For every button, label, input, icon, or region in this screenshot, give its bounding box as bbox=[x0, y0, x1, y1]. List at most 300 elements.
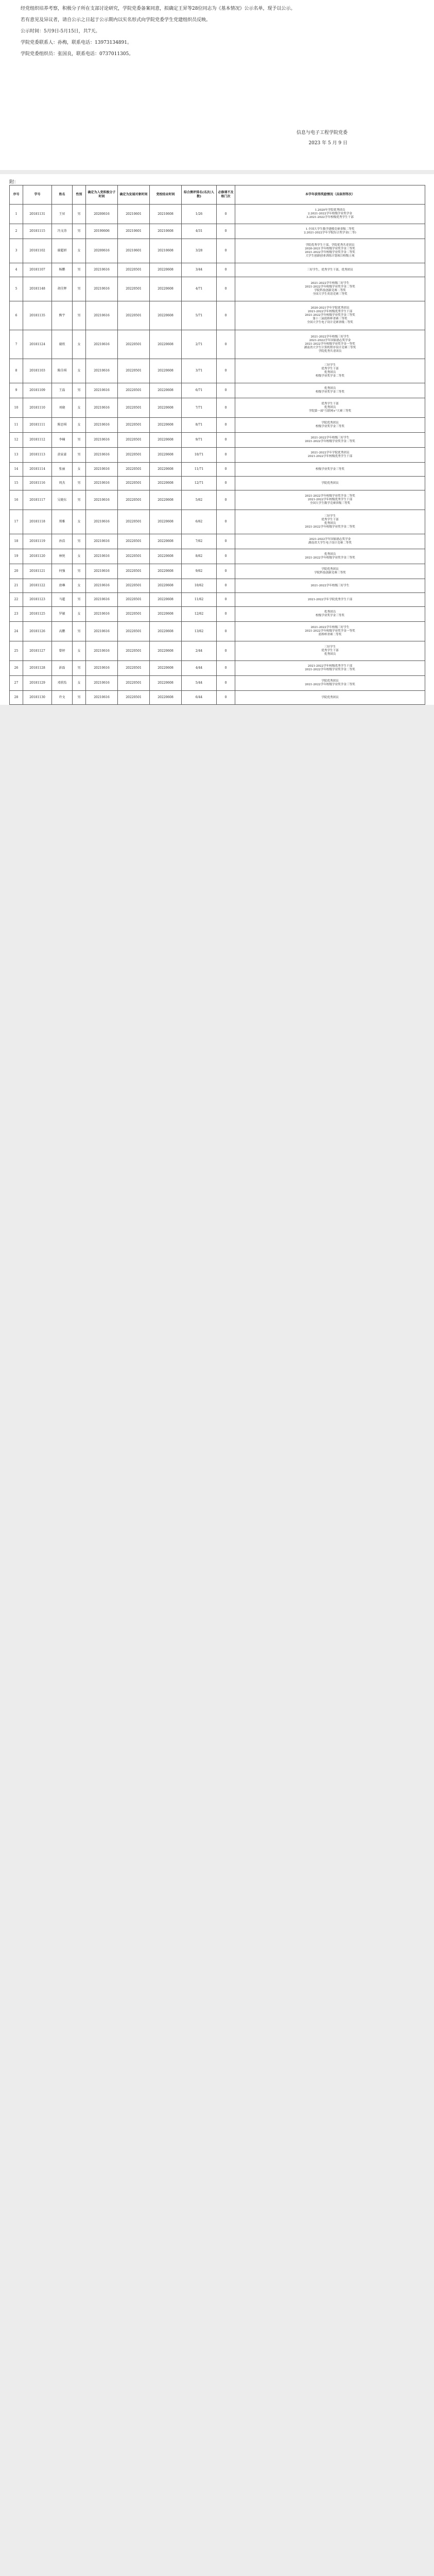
cell-sex: 男 bbox=[73, 661, 86, 676]
cell-school-date: 20220608 bbox=[150, 661, 182, 676]
cell-school-date: 20220608 bbox=[150, 607, 182, 622]
cell-activist-date: 20210616 bbox=[86, 661, 118, 676]
header-no: 序号 bbox=[10, 185, 23, 205]
cell-name: 谢超妍 bbox=[52, 239, 73, 263]
cell-sex: 女 bbox=[73, 641, 86, 661]
cell-sex: 女 bbox=[73, 463, 86, 477]
cell-honor: 2021-2022学年学院优秀团员 2021-2022学年校级优秀学生干部 bbox=[235, 448, 425, 463]
cell-rank bbox=[182, 301, 217, 330]
rank-total: 62 bbox=[199, 629, 204, 633]
rank-separator: / bbox=[197, 649, 199, 653]
rank-total: 62 bbox=[198, 569, 203, 573]
cell-fail: 0 bbox=[217, 224, 235, 239]
cell-fail: 0 bbox=[217, 301, 235, 330]
cell-name: 孙浩 bbox=[52, 534, 73, 549]
cell-activist-date: 20210616 bbox=[86, 564, 118, 579]
cell-id: 20181126 bbox=[23, 622, 52, 641]
cell-no: 17 bbox=[10, 510, 23, 534]
intro-paragraph: 学院党委组织员：张国良，联系电话：0737011305。 bbox=[21, 52, 134, 57]
cell-id: 20181119 bbox=[23, 534, 52, 549]
rank-value: 5 bbox=[195, 681, 198, 685]
table-row bbox=[10, 676, 425, 691]
cell-sex: 女 bbox=[73, 510, 86, 534]
cell-honor: 学院优秀团员 校级学业奖学金三等奖 bbox=[235, 418, 425, 433]
table-row bbox=[10, 448, 425, 463]
cell-fail: 0 bbox=[217, 534, 235, 549]
cell-id: 20181112 bbox=[23, 433, 52, 448]
cell-candidate-date: 20220501 bbox=[118, 579, 150, 593]
cell-id: 20181123 bbox=[23, 593, 52, 607]
cell-rank bbox=[182, 641, 217, 661]
cell-candidate-date: 20220501 bbox=[118, 301, 150, 330]
cell-school-date: 20220608 bbox=[150, 676, 182, 691]
cell-activist-date: 20200616 bbox=[86, 205, 118, 224]
cell-rank bbox=[182, 224, 217, 239]
cell-name: 黄家豪 bbox=[52, 448, 73, 463]
cell-id: 20181103 bbox=[23, 359, 52, 383]
cell-rank bbox=[182, 448, 217, 463]
rank-total: 71 bbox=[198, 438, 203, 442]
rank-separator: / bbox=[197, 287, 199, 291]
table-row bbox=[10, 593, 425, 607]
cell-no: 1 bbox=[10, 205, 23, 224]
cell-activist-date: 20210616 bbox=[86, 463, 118, 477]
cell-no: 10 bbox=[10, 398, 23, 418]
cell-activist-date: 20200616 bbox=[86, 239, 118, 263]
cell-no: 9 bbox=[10, 383, 23, 398]
cell-school-date: 20220608 bbox=[150, 534, 182, 549]
cell-activist-date: 20210616 bbox=[86, 448, 118, 463]
table-row bbox=[10, 205, 425, 224]
rank-total: 44 bbox=[198, 696, 203, 699]
rank-value: 2 bbox=[195, 342, 198, 346]
cell-candidate-date: 20220501 bbox=[118, 593, 150, 607]
cell-name: 张丽 bbox=[52, 463, 73, 477]
cell-id: 20181148 bbox=[23, 277, 52, 301]
intro-paragraph: 学院党委联系人：孙梅，联系电话：13973134891。 bbox=[21, 40, 132, 45]
cell-candidate-date: 20220501 bbox=[118, 676, 150, 691]
cell-honor: 优秀团员 2021-2022学年校级学业奖学金三等奖 bbox=[235, 549, 425, 564]
cell-name: 高鹏 bbox=[52, 622, 73, 641]
cell-school-date: 20220608 bbox=[150, 691, 182, 705]
intro-paragraph: 经党组织培养考察，积极分子所在支部讨论研究，学院党委备案同意，拟确定王昇等28位同志为《基本情况》公示名单，现予以公示。 bbox=[21, 6, 296, 11]
cell-rank bbox=[182, 263, 217, 277]
cell-sex: 女 bbox=[73, 359, 86, 383]
cell-name: 何强 bbox=[52, 564, 73, 579]
cell-activist-date: 20210616 bbox=[86, 359, 118, 383]
rank-value: 6 bbox=[195, 520, 198, 523]
cell-candidate-date: 20220501 bbox=[118, 383, 150, 398]
cell-activist-date: 20210616 bbox=[86, 477, 118, 490]
cell-name: 刘晓 bbox=[52, 398, 73, 418]
cell-no: 20 bbox=[10, 564, 23, 579]
cell-fail: 0 bbox=[217, 490, 235, 510]
cell-name: 郑雅 bbox=[52, 510, 73, 534]
cell-fail: 0 bbox=[217, 691, 235, 705]
rank-value: 10 bbox=[194, 453, 199, 456]
cell-id: 20181122 bbox=[23, 579, 52, 593]
cell-school-date: 20220608 bbox=[150, 477, 182, 490]
cell-sex: 男 bbox=[73, 564, 86, 579]
rank-total: 31 bbox=[198, 229, 203, 233]
rank-separator: / bbox=[197, 539, 199, 543]
rank-separator: / bbox=[198, 584, 200, 587]
rank-separator: / bbox=[197, 520, 199, 523]
cell-candidate-date: 20220501 bbox=[118, 549, 150, 564]
cell-fail: 0 bbox=[217, 418, 235, 433]
cell-school-date: 20210608 bbox=[150, 224, 182, 239]
cell-name: 许文 bbox=[52, 691, 73, 705]
cell-name: 熊宇 bbox=[52, 301, 73, 330]
cell-activist-date: 20210616 bbox=[86, 490, 118, 510]
cell-id: 20181125 bbox=[23, 607, 52, 622]
rank-total: 71 bbox=[198, 287, 203, 291]
cell-candidate-date: 20220501 bbox=[118, 448, 150, 463]
cell-rank bbox=[182, 676, 217, 691]
rank-value: 7 bbox=[195, 405, 198, 410]
cell-fail: 0 bbox=[217, 641, 235, 661]
cell-name: 李楠 bbox=[52, 433, 73, 448]
cell-rank bbox=[182, 564, 217, 579]
cell-rank bbox=[182, 239, 217, 263]
cell-activist-date: 20210616 bbox=[86, 277, 118, 301]
cell-sex: 男 bbox=[73, 477, 86, 490]
cell-sex: 女 bbox=[73, 579, 86, 593]
rank-separator: / bbox=[197, 369, 199, 372]
cell-sex: 男 bbox=[73, 593, 86, 607]
cell-no: 2 bbox=[10, 224, 23, 239]
rank-value: 13 bbox=[194, 629, 199, 633]
cell-school-date: 20210608 bbox=[150, 239, 182, 263]
cell-school-date: 20220608 bbox=[150, 398, 182, 418]
table-row bbox=[10, 239, 425, 263]
cell-id: 20181102 bbox=[23, 239, 52, 263]
cell-school-date: 20220608 bbox=[150, 301, 182, 330]
cell-honor: 优秀学生干部 优秀团员 学院第一届"互联网+"大赛三等奖 bbox=[235, 398, 425, 418]
cell-id: 20181127 bbox=[23, 641, 52, 661]
cell-name: 曾婷 bbox=[52, 641, 73, 661]
cell-rank bbox=[182, 510, 217, 534]
rank-value: 3 bbox=[195, 369, 198, 372]
cell-name: 陈佳琪 bbox=[52, 359, 73, 383]
rank-value: 10 bbox=[194, 584, 199, 587]
cell-rank bbox=[182, 277, 217, 301]
cell-candidate-date: 20220501 bbox=[118, 534, 150, 549]
header-candidate-date: 确定为发展对象时间 bbox=[118, 185, 150, 205]
rank-value: 11 bbox=[194, 467, 199, 471]
cell-rank bbox=[182, 330, 217, 359]
cell-honor: 1.全国大学生数学建模竞赛省级二等奖 2.2021-2022学年学院综合奖学金(二等) bbox=[235, 224, 425, 239]
cell-candidate-date: 20210601 bbox=[118, 224, 150, 239]
cell-no: 18 bbox=[10, 534, 23, 549]
rank-total: 71 bbox=[198, 405, 203, 410]
cell-honor: 2021-2022学年校级三好学生 2021-2022学年国家励志奖学金 2021-2022学年校级学业奖学金一等奖 湖南省大学生计算机程序设计竞赛三等奖 学院优秀共青团员 bbox=[235, 330, 425, 359]
rank-separator: / bbox=[197, 498, 199, 502]
cell-honor: 三好学生 优秀学生干部 优秀团员 bbox=[235, 641, 425, 661]
cell-activist-date: 20210616 bbox=[86, 691, 118, 705]
table-row bbox=[10, 607, 425, 622]
cell-no: 8 bbox=[10, 359, 23, 383]
cell-id: 20181118 bbox=[23, 510, 52, 534]
cell-fail: 0 bbox=[217, 607, 235, 622]
cell-fail: 0 bbox=[217, 359, 235, 383]
cell-candidate-date: 20220501 bbox=[118, 641, 150, 661]
cell-sex: 男 bbox=[73, 691, 86, 705]
cell-fail: 0 bbox=[217, 398, 235, 418]
cell-sex: 男 bbox=[73, 383, 86, 398]
cell-activist-date: 20210616 bbox=[86, 534, 118, 549]
cell-candidate-date: 20220501 bbox=[118, 277, 150, 301]
cell-no: 26 bbox=[10, 661, 23, 676]
cell-sex: 女 bbox=[73, 676, 86, 691]
cell-fail: 0 bbox=[217, 433, 235, 448]
table-row bbox=[10, 579, 425, 593]
table-row bbox=[10, 398, 425, 418]
rank-value: 4 bbox=[195, 287, 198, 291]
cell-rank bbox=[182, 383, 217, 398]
cell-sex: 男 bbox=[73, 277, 86, 301]
table-row bbox=[10, 301, 425, 330]
cell-rank bbox=[182, 418, 217, 433]
table-row bbox=[10, 477, 425, 490]
table-row bbox=[10, 510, 425, 534]
rank-separator: / bbox=[197, 342, 199, 346]
cell-school-date: 20220608 bbox=[150, 593, 182, 607]
cell-activist-date: 20210616 bbox=[86, 301, 118, 330]
cell-id: 20181115 bbox=[23, 224, 52, 239]
cell-name: 王磊 bbox=[52, 383, 73, 398]
cell-school-date: 20220608 bbox=[150, 490, 182, 510]
cell-candidate-date: 20220501 bbox=[118, 607, 150, 622]
attachment-label: 附： bbox=[9, 180, 19, 185]
cell-id: 20181117 bbox=[23, 490, 52, 510]
table-row bbox=[10, 330, 425, 359]
cell-rank bbox=[182, 534, 217, 549]
cell-name: 彭磊 bbox=[52, 661, 73, 676]
cell-fail: 0 bbox=[217, 463, 235, 477]
table-row bbox=[10, 691, 425, 705]
cell-fail: 0 bbox=[217, 239, 235, 263]
rank-separator: / bbox=[197, 423, 199, 427]
cell-rank bbox=[182, 622, 217, 641]
cell-rank bbox=[182, 359, 217, 383]
table-row bbox=[10, 418, 425, 433]
table-row bbox=[10, 549, 425, 564]
cell-id: 20181111 bbox=[23, 418, 52, 433]
rank-total: 62 bbox=[198, 498, 203, 502]
cell-sex: 女 bbox=[73, 330, 86, 359]
rank-total: 71 bbox=[198, 388, 203, 392]
signature-org: 信息与电子工程学院党委 bbox=[296, 130, 348, 135]
cell-rank bbox=[182, 661, 217, 676]
cell-candidate-date: 20220501 bbox=[118, 477, 150, 490]
cell-honor: 学院优秀团员 bbox=[235, 691, 425, 705]
header-activist-date: 确定为入党积极分子时间 bbox=[86, 185, 118, 205]
cell-no: 6 bbox=[10, 301, 23, 330]
table-row bbox=[10, 534, 425, 549]
cell-no: 13 bbox=[10, 448, 23, 463]
cell-candidate-date: 20220501 bbox=[118, 418, 150, 433]
cell-fail: 0 bbox=[217, 564, 235, 579]
cell-name: 邓欣怡 bbox=[52, 676, 73, 691]
cell-id: 20181116 bbox=[23, 477, 52, 490]
cell-fail: 0 bbox=[217, 622, 235, 641]
rank-separator: / bbox=[197, 388, 199, 392]
cell-sex: 男 bbox=[73, 263, 86, 277]
cell-fail: 0 bbox=[217, 277, 235, 301]
rank-value: 12 bbox=[194, 612, 199, 616]
cell-no: 3 bbox=[10, 239, 23, 263]
rank-separator: / bbox=[198, 612, 200, 616]
cell-honor: 2021-2022学年校级优秀学生干部 2021-2022学年校级学业奖学金二等奖 bbox=[235, 661, 425, 676]
table-row bbox=[10, 383, 425, 398]
cell-candidate-date: 20220501 bbox=[118, 330, 150, 359]
cell-school-date: 20220608 bbox=[150, 433, 182, 448]
cell-activist-date: 20210616 bbox=[86, 263, 118, 277]
cell-honor: 2021-2022学年校级三好学生 2021-2022学年校级学业奖学金一等奖 蓝桥杯省赛二等奖 bbox=[235, 622, 425, 641]
table-page bbox=[0, 174, 434, 705]
rank-value: 8 bbox=[195, 554, 198, 558]
rank-separator: / bbox=[197, 229, 199, 233]
cell-id: 20181130 bbox=[23, 691, 52, 705]
cell-candidate-date: 20220501 bbox=[118, 622, 150, 641]
cell-id: 20181120 bbox=[23, 549, 52, 564]
rank-separator: / bbox=[197, 438, 199, 442]
cell-candidate-date: 20220501 bbox=[118, 263, 150, 277]
cell-candidate-date: 20220501 bbox=[118, 463, 150, 477]
rank-separator: / bbox=[197, 569, 199, 573]
cell-candidate-date: 20220501 bbox=[118, 398, 150, 418]
header-rank: 综合测评排名(名次/人数) bbox=[182, 185, 217, 205]
cell-rank bbox=[182, 549, 217, 564]
cell-honor: 2021-2022学年校级学业奖学金二等奖 2021-2022学年校级优秀学生干部 全国大学生数学竞赛省级三等奖 bbox=[235, 490, 425, 510]
rank-value: 4 bbox=[195, 666, 198, 670]
cell-name: 林悦 bbox=[52, 549, 73, 564]
rank-separator: / bbox=[198, 467, 200, 471]
cell-school-date: 20220608 bbox=[150, 448, 182, 463]
header-name: 姓名 bbox=[52, 185, 73, 205]
cell-no: 15 bbox=[10, 477, 23, 490]
rank-separator: / bbox=[197, 249, 199, 252]
cell-id: 20181121 bbox=[23, 564, 52, 579]
cell-name: 王昇 bbox=[52, 205, 73, 224]
cell-rank bbox=[182, 579, 217, 593]
cell-no: 12 bbox=[10, 433, 23, 448]
cell-id: 20181124 bbox=[23, 330, 52, 359]
cell-school-date: 20220608 bbox=[150, 564, 182, 579]
cell-school-date: 20210608 bbox=[150, 205, 182, 224]
cell-activist-date: 20210616 bbox=[86, 330, 118, 359]
rank-total: 71 bbox=[198, 342, 203, 346]
cell-honor: 三好学生，优秀学生干部，优秀团员 bbox=[235, 263, 425, 277]
cell-sex: 男 bbox=[73, 622, 86, 641]
rank-total: 71 bbox=[199, 481, 204, 485]
rank-separator: / bbox=[198, 453, 200, 456]
cell-rank bbox=[182, 691, 217, 705]
cell-sex: 男 bbox=[73, 534, 86, 549]
cell-rank bbox=[182, 433, 217, 448]
cell-name: 罗敏 bbox=[52, 607, 73, 622]
cell-rank bbox=[182, 463, 217, 477]
cell-fail: 0 bbox=[217, 477, 235, 490]
cell-sex: 男 bbox=[73, 224, 86, 239]
rank-value: 6 bbox=[195, 388, 198, 392]
rank-value: 4 bbox=[195, 229, 198, 233]
cell-no: 19 bbox=[10, 549, 23, 564]
cell-honor: 学院优秀团员 bbox=[235, 477, 425, 490]
cell-honor: 2021-2022学年学院优秀学生干部 bbox=[235, 593, 425, 607]
cell-id: 20181109 bbox=[23, 383, 52, 398]
cell-sex: 女 bbox=[73, 607, 86, 622]
cell-no: 4 bbox=[10, 263, 23, 277]
table-row bbox=[10, 490, 425, 510]
table-row bbox=[10, 463, 425, 477]
cell-fail: 0 bbox=[217, 579, 235, 593]
rank-separator: / bbox=[197, 405, 199, 410]
cell-id: 20181135 bbox=[23, 301, 52, 330]
cell-sex: 男 bbox=[73, 205, 86, 224]
cell-honor: 三好学生 优秀学生干部 优秀团员 2021-2022学年校级学业奖学金二等奖 bbox=[235, 510, 425, 534]
rank-total: 71 bbox=[198, 313, 203, 317]
rank-total: 44 bbox=[198, 681, 203, 685]
table-row bbox=[10, 263, 425, 277]
cell-honor: 学院优秀团员 学院科技创新竞赛三等奖 bbox=[235, 564, 425, 579]
cell-sex: 女 bbox=[73, 398, 86, 418]
cell-id: 20181114 bbox=[23, 463, 52, 477]
cell-candidate-date: 20220501 bbox=[118, 359, 150, 383]
cell-name: 吴晓东 bbox=[52, 490, 73, 510]
rank-value: 3 bbox=[195, 268, 198, 272]
cell-name: 冯文涛 bbox=[52, 224, 73, 239]
rank-value: 5 bbox=[195, 498, 198, 502]
cell-activist-date: 20210616 bbox=[86, 398, 118, 418]
cell-id: 20181131 bbox=[23, 205, 52, 224]
cell-rank bbox=[182, 490, 217, 510]
cell-candidate-date: 20210601 bbox=[118, 239, 150, 263]
table-row bbox=[10, 433, 425, 448]
rank-total: 71 bbox=[198, 369, 203, 372]
cell-no: 11 bbox=[10, 418, 23, 433]
header-honor: 本学年获得奖励情况（具体到等次） bbox=[235, 185, 425, 205]
cell-no: 23 bbox=[10, 607, 23, 622]
rank-total: 62 bbox=[199, 612, 204, 616]
rank-value: 9 bbox=[195, 569, 198, 573]
cell-name: 谢欣 bbox=[52, 330, 73, 359]
rank-separator: / bbox=[197, 666, 199, 670]
cell-sex: 男 bbox=[73, 301, 86, 330]
table-row bbox=[10, 661, 425, 676]
rank-total: 44 bbox=[198, 268, 203, 272]
rank-value: 2 bbox=[195, 649, 198, 653]
cell-name: 杨鹏 bbox=[52, 263, 73, 277]
cell-honor: 学院优秀学生干部，学院优秀共青团员 2020-2021学年校级学业奖学金三等奖 2021-2022学年校级学业奖学金二等奖 大学生创新创业训练计划项目校级立项 bbox=[235, 239, 425, 263]
rank-total: 62 bbox=[199, 598, 204, 601]
cell-fail: 0 bbox=[217, 383, 235, 398]
cell-fail: 0 bbox=[217, 448, 235, 463]
cell-school-date: 20220608 bbox=[150, 641, 182, 661]
cell-name: 陈思琪 bbox=[52, 418, 73, 433]
cell-sex: 女 bbox=[73, 418, 86, 433]
cell-no: 5 bbox=[10, 277, 23, 301]
rank-separator: / bbox=[197, 313, 199, 317]
rank-value: 7 bbox=[195, 539, 198, 543]
cell-sex: 男 bbox=[73, 448, 86, 463]
cell-honor: 1.2020年学院优秀团员 2.2021-2022学年校级学业奖学金 3.2021-2022学年校级优秀学生干部 bbox=[235, 205, 425, 224]
rank-separator: / bbox=[198, 629, 200, 633]
cell-honor: 2020-2021学年学院优秀团员 2021-2022学年校级优秀学生干部 2021-2022学年校级学业奖学金三等奖 第十三届蓝桥杯省赛三等奖 全国大学生电子设计竞赛省级二等奖 bbox=[235, 301, 425, 330]
cell-activist-date: 20210616 bbox=[86, 676, 118, 691]
cell-school-date: 20220608 bbox=[150, 549, 182, 564]
